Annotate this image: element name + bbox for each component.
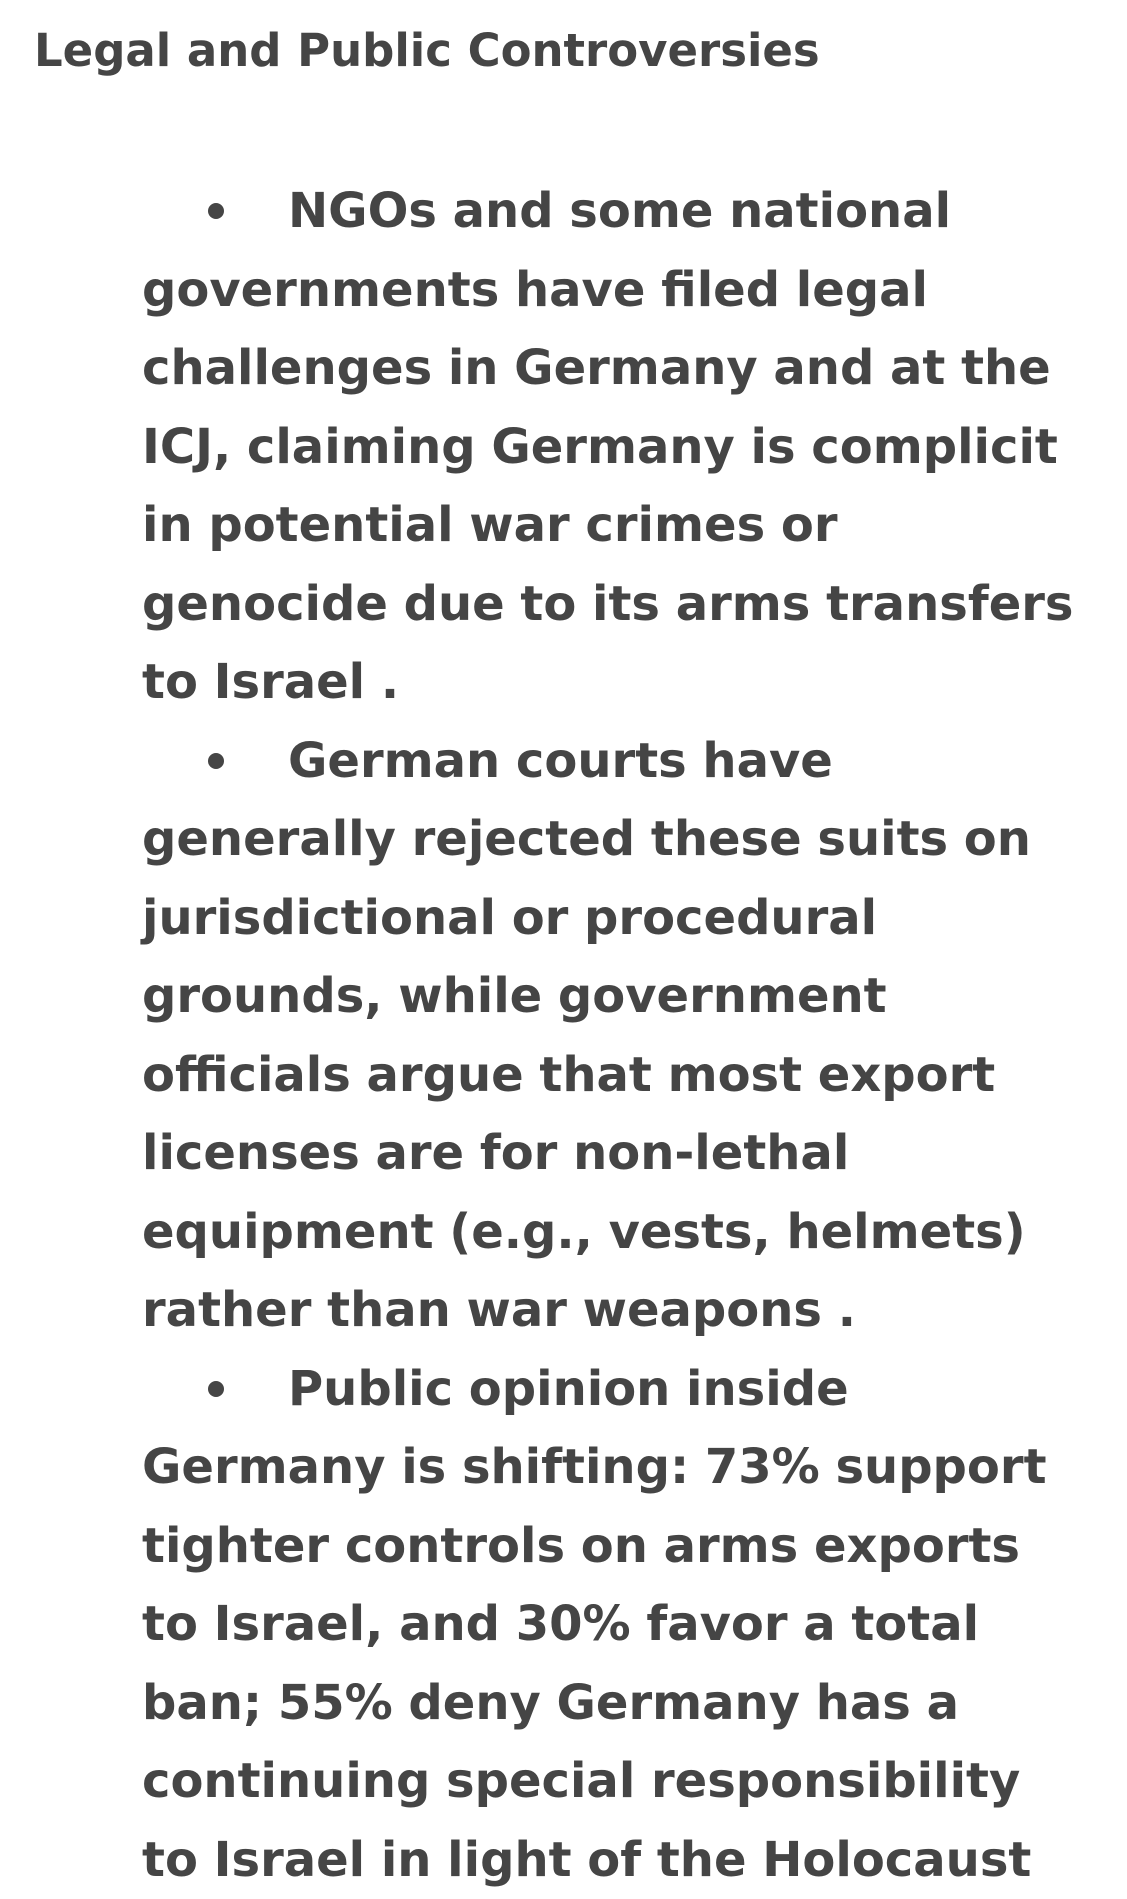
section-heading: Legal and Public Controversies [34,18,820,84]
list-item-text: German courts have generally rejected these suits on jurisdictional or procedural grounds, while government officials argue that most export licenses are for non-lethal equipment (e.g., vests, helmets) rather than war weapons . [142,733,1031,1339]
bullet-dot-icon [208,753,224,769]
bullet-dot-icon [208,1381,224,1397]
bullet-marker [142,1395,288,1405]
list-item [142,722,1082,1350]
bullet-list [142,172,1082,1899]
list-item-text: NGOs and some national governments have filed legal challenges in Germany and at the ICJ, claiming Germany is complicit in potential war crimes or genocide due to its arms transfers to Israel . [142,183,1074,710]
bullet-marker [142,767,288,777]
list-item [142,1350,1082,1899]
bullet-dot-icon [208,203,224,219]
list-item [142,172,1082,722]
list-item-text: Public opinion inside Germany is shifting: 73% support tighter controls on arms exports to Israel, and 30% favor a total ban; 55% deny Germany has a continuing special responsibility to Israel in light of the Holocaust [142,1361,1047,1888]
bullet-marker [142,217,288,227]
